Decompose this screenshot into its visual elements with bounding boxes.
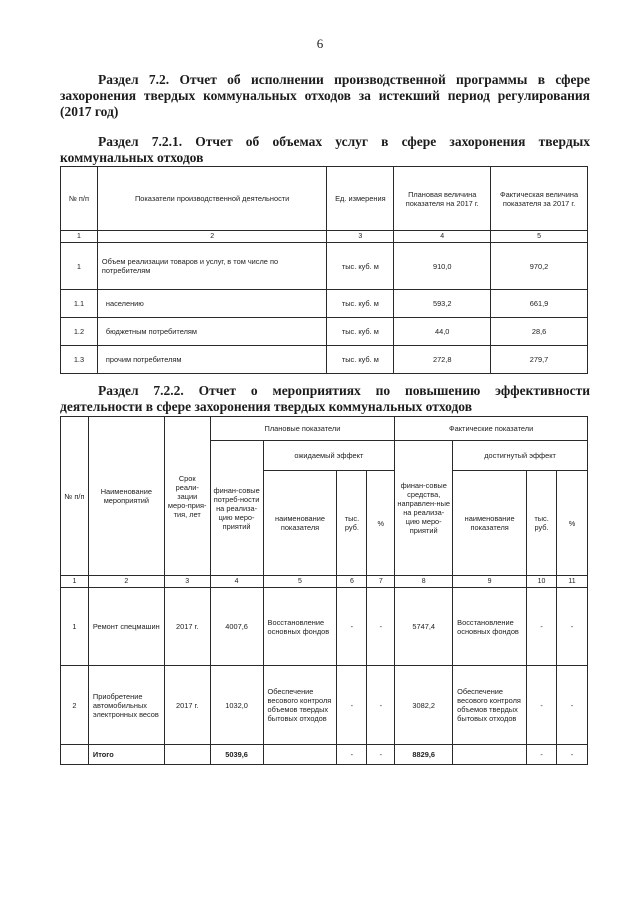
column-header: финан-совые потреб-ности на реализа-цию меро-приятий [210,441,263,576]
column-number: 2 [97,231,326,243]
unit: тыс. куб. м [327,290,394,318]
table-row [61,290,588,318]
row-number: 1.1 [61,290,98,318]
plan-rub: - [337,666,367,745]
services-volume-table [60,166,588,374]
column-number: 2 [88,576,164,588]
fact-rub: - [527,666,557,745]
implementation-term: 2017 г. [164,666,210,745]
column-number: 7 [367,576,395,588]
column-number-row [61,576,588,588]
column-number-row [61,231,588,243]
table-header-row [61,167,588,231]
group-header-achieved: достигнутый эффект [453,441,588,471]
column-number: 6 [337,576,367,588]
indicator-name: Объем реализации товаров и услуг, в том числе по потребителям [97,243,326,290]
indicator-name: населению [97,290,326,318]
column-number: 11 [557,576,588,588]
column-header: наименование показателя [453,471,527,576]
column-header: № п/п [61,167,98,231]
row-number: 1 [61,588,89,666]
implementation-term: 2017 г. [164,588,210,666]
column-header: Срок реали-зации меро-прия-тия, лет [164,417,210,576]
page-number: 6 [316,36,324,51]
indicator-name: бюджетным потребителям [97,318,326,346]
column-number: 1 [61,231,98,243]
plan-finance: 1032,0 [210,666,263,745]
column-number: 4 [394,231,491,243]
plan-indicator: Обеспечение весового контроля объемов твердых бытовых отходов [263,666,337,745]
section-7-2-text: Раздел 7.2. Отчет об исполнении производственной программы в сфере захоронения твердых коммунальных отходов за истекший период регулирования (2017 год) [60,72,590,119]
row-number: 2 [61,666,89,745]
table-row [61,588,588,666]
column-header: Фактическая величина показателя за 2017 г. [491,167,588,231]
unit: тыс. куб. м [327,318,394,346]
plan-value: 593,2 [394,290,491,318]
table-row [61,666,588,745]
column-header: Ед. измерения [327,167,394,231]
group-header-expected: ожидаемый эффект [263,441,395,471]
table-row [61,243,588,290]
fact-value: 279,7 [491,346,588,374]
plan-rub: - [337,588,367,666]
fact-finance: 3082,2 [395,666,453,745]
column-number: 9 [453,576,527,588]
column-header: тыс. руб. [337,471,367,576]
section-7-2-2-heading [60,383,590,415]
column-header: Наименование мероприятий [88,417,164,576]
column-number: 3 [327,231,394,243]
fact-pct: - [557,666,588,745]
section-7-2-1-heading [60,134,590,166]
total-fact-rub: - [527,745,557,765]
total-plan-finance: 5039,6 [210,745,263,765]
column-number: 4 [210,576,263,588]
column-number: 5 [491,231,588,243]
row-number: 1.3 [61,346,98,374]
table-row [61,346,588,374]
column-header: % [367,471,395,576]
column-number: 10 [527,576,557,588]
indicator-name: прочим потребителям [97,346,326,374]
plan-indicator: Восстановление основных фондов [263,588,337,666]
row-number: 1.2 [61,318,98,346]
measure-name: Приобретение автомобильных электронных весов [88,666,164,745]
column-header: Показатели производственной деятельности [97,167,326,231]
column-header: тыс. руб. [527,471,557,576]
fact-pct: - [557,588,588,666]
fact-indicator: Восстановление основных фондов [453,588,527,666]
plan-finance: 4007,6 [210,588,263,666]
column-number: 1 [61,576,89,588]
total-fact-finance: 8829,6 [395,745,453,765]
fact-indicator: Обеспечение весового контроля объемов твердых бытовых отходов [453,666,527,745]
fact-finance: 5747,4 [395,588,453,666]
fact-value: 661,9 [491,290,588,318]
measure-name: Ремонт спецмашин [88,588,164,666]
fact-value: 28,6 [491,318,588,346]
total-label: Итого [88,745,164,765]
plan-pct: - [367,588,395,666]
column-header: финан-совые средства, направлен-ные на реализа-цию меро-приятий [395,441,453,576]
row-number: 1 [61,243,98,290]
column-number: 8 [395,576,453,588]
total-fact-pct: - [557,745,588,765]
section-7-2-heading [60,72,590,120]
efficiency-measures-table [60,416,588,765]
total-plan-rub: - [337,745,367,765]
column-header: Плановая величина показателя на 2017 г. [394,167,491,231]
table-row [61,318,588,346]
plan-pct: - [367,666,395,745]
plan-value: 44,0 [394,318,491,346]
unit: тыс. куб. м [327,346,394,374]
column-number: 5 [263,576,337,588]
group-header-plan: Плановые показатели [210,417,395,441]
section-7-2-2-text: Раздел 7.2.2. Отчет о мероприятиях по повышению эффективности деятельности в сфере захоронения твердых коммунальных отходов [60,383,590,414]
section-7-2-1-text: Раздел 7.2.1. Отчет об объемах услуг в сфере захоронения твердых коммунальных отходов [60,134,590,165]
total-row [61,745,588,765]
plan-value: 272,8 [394,346,491,374]
unit: тыс. куб. м [327,243,394,290]
total-plan-pct: - [367,745,395,765]
fact-rub: - [527,588,557,666]
column-header: № п/п [61,417,89,576]
plan-value: 910,0 [394,243,491,290]
column-number: 3 [164,576,210,588]
header-row-1 [61,417,588,441]
group-header-fact: Фактические показатели [395,417,588,441]
column-header: % [557,471,588,576]
column-header: наименование показателя [263,471,337,576]
fact-value: 970,2 [491,243,588,290]
